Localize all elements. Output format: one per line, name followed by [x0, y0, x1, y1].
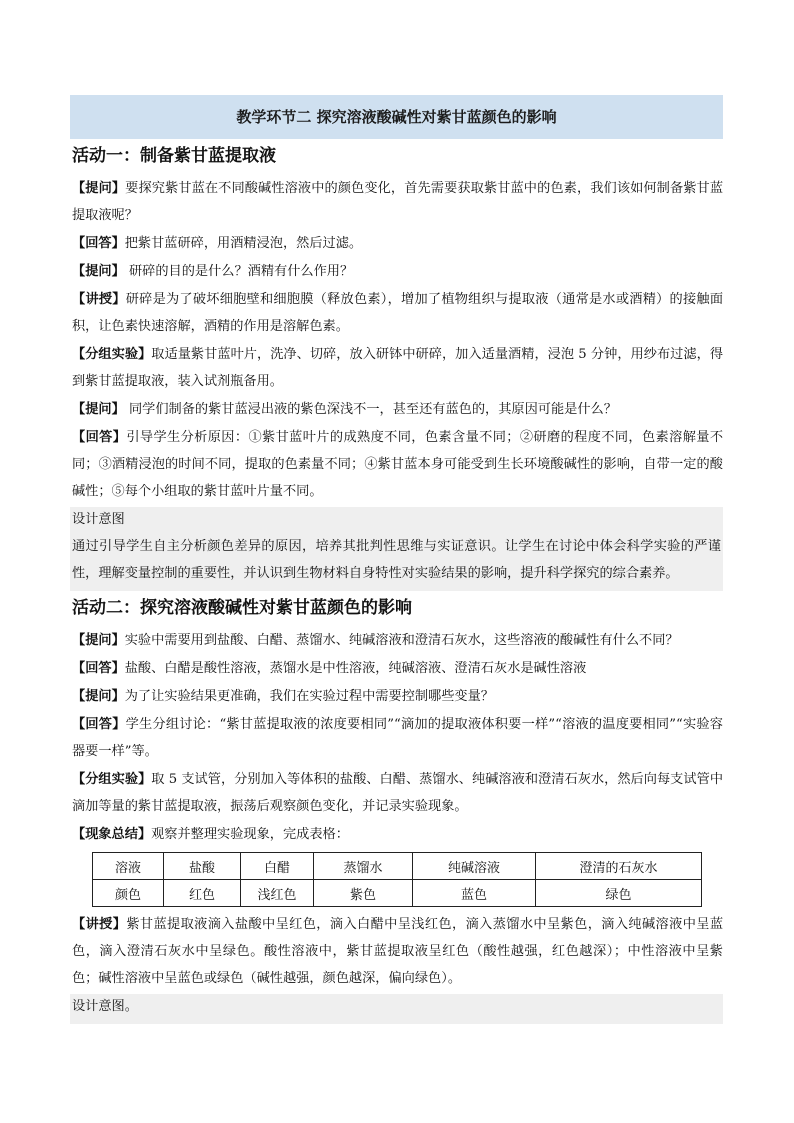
table-cell: 白醋 — [241, 853, 314, 880]
paragraph-text: 为了让实验结果更准确，我们在实验过程中需要控制哪些变量？ — [124, 689, 494, 704]
paragraph-tag: 【 讲授 】 — [72, 292, 126, 307]
paragraph-text: 把紫甘蓝研碎，用酒精浸泡，然后过滤。 — [124, 236, 363, 251]
paragraph-text: 学生分组讨论：“紫甘蓝提取液的浓度要相同”“滴加的提取液体积要一样”“溶液的温度要相同”“实验容器要一样”等。 — [72, 717, 723, 759]
paragraph-tag: 【 回答 】 — [72, 236, 125, 251]
qa-paragraph — [72, 627, 723, 654]
paragraph-tag: 【 提问 】 — [72, 689, 125, 704]
paragraph-tag: 【 提问 】 — [72, 181, 125, 196]
paragraph-tag: 【 现象总结 】 — [72, 827, 151, 842]
paragraph-tag: 【 回答 】 — [72, 661, 125, 676]
qa-paragraph — [72, 911, 723, 992]
paragraph-text: 实验中需要用到盐酸、白醋、蒸馏水、纯碱溶液和澄清石灰水，这些溶液的酸碱性有什么不同？ — [124, 633, 679, 648]
qa-paragraph — [72, 258, 723, 285]
activity2-title: 活动二：探究溶液酸碱性对紫甘蓝颜色的影响 — [72, 598, 412, 618]
paragraph-text: 研碎是为了破坏细胞壁和细胞膜（释放色素），增加了植物组织与提取液（通常是水或酒精）的接触面积，让色素快速溶解，酒精的作用是溶解色素。 — [72, 292, 724, 334]
table-cell: 颜色 — [93, 880, 164, 907]
paragraph-tag: 【 提问 】 — [72, 264, 125, 279]
qa-paragraph — [72, 766, 723, 820]
paragraph-tag: 【 分组实验 】 — [72, 347, 151, 362]
paragraph-tag: 【 讲授 】 — [72, 917, 126, 932]
paragraph-text: 观察并整理实验现象，完成表格： — [151, 827, 349, 842]
paragraph-text: 盐酸、白醋是酸性溶液，蒸馏水是中性溶液，纯碱溶液、澄清石灰水是碱性溶液 — [124, 661, 587, 676]
design-intent-box — [70, 507, 723, 591]
qa-paragraph — [72, 655, 723, 682]
results-table — [92, 852, 702, 907]
section-title: 教学环节二 探究溶液酸碱性对紫甘蓝颜色的影响 — [70, 95, 723, 139]
paragraph-text: 取适量紫甘蓝叶片，洗净、切碎，放入研钵中研碎，加入适量酒精，浸泡 5 分钟，用纱布过滤，得到紫甘蓝提取液，装入试剂瓶备用。 — [72, 347, 724, 389]
qa-paragraph — [72, 821, 723, 848]
paragraph-tag: 【 提问 】 — [72, 402, 125, 417]
table-cell: 红色 — [164, 880, 241, 907]
paragraph-tag: 【 回答 】 — [72, 430, 126, 445]
qa-paragraph — [72, 711, 723, 765]
table-cell: 蓝色 — [413, 880, 536, 907]
paragraph-tag: 【 提问 】 — [72, 633, 125, 648]
table-cell: 纯碱溶液 — [413, 853, 536, 880]
design-intent-text: 通过引导学生自主分析颜色差异的原因，培养其批判性思维与实证意识。让学生在讨论中体会科学实验的严谨性，理解变量控制的重要性，并认识到生物材料自身特性对实验结果的影响，提升科学探究的综合素养。 — [72, 539, 721, 581]
table-row — [93, 880, 702, 907]
qa-paragraph — [72, 286, 723, 340]
table-cell: 溶液 — [93, 853, 164, 880]
qa-paragraph — [72, 175, 723, 229]
design-intent-box — [70, 994, 723, 1024]
qa-paragraph — [72, 424, 723, 505]
qa-paragraph — [72, 230, 723, 257]
table-cell: 紫色 — [314, 880, 413, 907]
table-row — [93, 853, 702, 880]
qa-paragraph — [72, 341, 723, 395]
paragraph-tag: 【 回答 】 — [72, 717, 126, 732]
table-cell: 绿色 — [536, 880, 702, 907]
document-page — [70, 95, 723, 1024]
paragraph-text: 引导学生分析原因：①紫甘蓝叶片的成熟度不同，色素含量不同；②研磨的程度不同，色素溶解量不同；③酒精浸泡的时间不同，提取的色素量不同；④紫甘蓝本身可能受到生长环境酸碱性的影响，自带一定的酸碱性；⑤每个小组取的紫甘蓝叶片量不同。 — [72, 430, 724, 499]
qa-paragraph — [72, 683, 723, 710]
design-intent-heading: 设计意图 — [72, 512, 125, 527]
qa-paragraph — [72, 396, 723, 423]
design-intent-heading: 设计意图。 — [72, 999, 138, 1014]
table-cell: 澄清的石灰水 — [536, 853, 702, 880]
paragraph-text: 要探究紫甘蓝在不同酸碱性溶液中的颜色变化，首先需要获取紫甘蓝中的色素，我们该如何制备紫甘蓝提取液呢？ — [72, 181, 724, 223]
paragraph-text: 研碎的目的是什么？酒精有什么作用？ — [124, 264, 354, 279]
table-cell: 蒸馏水 — [314, 853, 413, 880]
table-cell: 盐酸 — [164, 853, 241, 880]
paragraph-tag: 【 分组实验 】 — [72, 772, 151, 787]
paragraph-text: 紫甘蓝提取液滴入盐酸中呈红色，滴入白醋中呈浅红色，滴入蒸馏水中呈紫色，滴入纯碱溶液中呈蓝色，滴入澄清石灰水中呈绿色。酸性溶液中，紫甘蓝提取液呈红色（酸性越强，红色越深）；中性溶液中呈紫色；碱性溶液中呈蓝色或绿色（碱性越强，颜色越深，偏向绿色）。 — [72, 917, 724, 986]
paragraph-text: 取 5 支试管，分别加入等体积的盐酸、白醋、蒸馏水、纯碱溶液和澄清石灰水，然后向每支试管中滴加等量的紫甘蓝提取液，振荡后观察颜色变化，并记录实验现象。 — [72, 772, 724, 814]
paragraph-text: 同学们制备的紫甘蓝浸出液的紫色深浅不一，甚至还有蓝色的，其原因可能是什么？ — [124, 402, 617, 417]
activity1-title: 活动一：制备紫甘蓝提取液 — [72, 146, 276, 166]
table-cell: 浅红色 — [241, 880, 314, 907]
